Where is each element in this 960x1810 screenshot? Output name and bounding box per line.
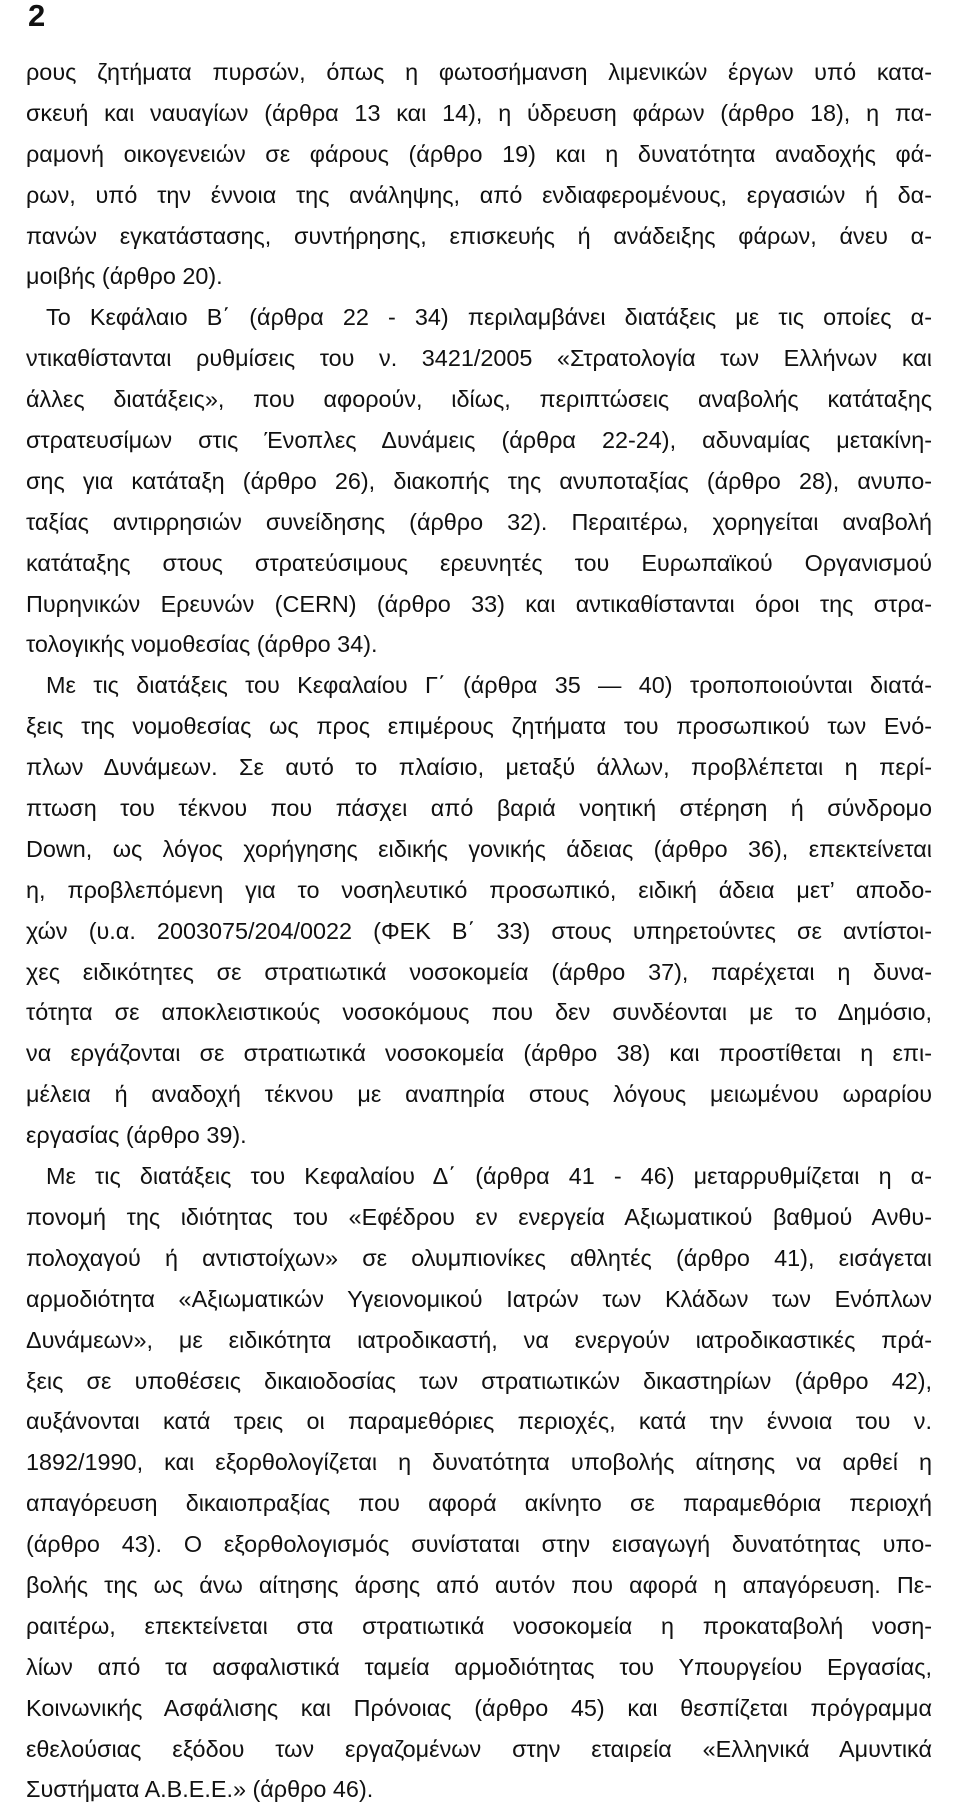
text-line: να εργάζονται σε στρατιωτικά νοσοκομεία (άρθρο 38) και προστίθεται η επι- (26, 1040, 932, 1067)
text-line: λίων από τα ασφαλιστικά ταμεία αρμοδιότητας του Υπουργείου Εργασίας, (26, 1653, 932, 1680)
text-line: 1892/1990, και εξορθολογίζεται η δυνατότητα υποβολής αίτησης να αρθεί η (26, 1449, 932, 1476)
text-line: Με τις διατάξεις του Κεφαλαίου Γ΄ (άρθρα 35 — 40) τροποποιούνται διατά- (46, 672, 932, 699)
text-line: μέλεια ή αναδοχή τέκνου με αναπηρία στους λόγους μειωμένου ωραρίου (26, 1081, 932, 1108)
text-line: ξεις σε υποθέσεις δικαιοδοσίας των στρατιωτικών δικαστηρίων (άρθρο 42), (26, 1367, 932, 1394)
text-line: βολής της ως άνω αίτησης άρσης από αυτόν που αφορά η απαγόρευση. Πε- (26, 1571, 932, 1598)
text-line: Down, ως λόγος χορήγησης ειδικής γονικής άδειας (άρθρο 36), επεκτείνεται (26, 835, 932, 862)
text-line: Κοινωνικής Ασφάλισης και Πρόνοιας (άρθρο 45) και θεσπίζεται πρόγραμμα (26, 1694, 932, 1721)
body-text (26, 52, 932, 1810)
text-line: ταξίας αντιρρησιών συνείδησης (άρθρο 32). Περαιτέρω, χορηγείται αναβολή (26, 508, 932, 535)
text-line: πλων Δυνάμεων. Σε αυτό το πλαίσιο, μεταξύ άλλων, προβλέπεται η περί- (26, 754, 932, 781)
text-line: η, προβλεπόμενη για το νοσηλευτικό προσωπικό, ειδική άδεια μετ’ αποδο- (26, 876, 932, 903)
text-line: τολογικής νομοθεσίας (άρθρο 34). (26, 631, 378, 658)
text-line: αρμοδιότητα «Αξιωματικών Υγειονομικού Ιατρών των Κλάδων των Ενόπλων (26, 1285, 932, 1312)
text-line: μοιβής (άρθρο 20). (26, 263, 223, 290)
text-line: σκευή και ναυαγίων (άρθρα 13 και 14), η ύδρευση φάρων (άρθρο 18), η πα- (26, 99, 932, 126)
text-line: πτωση του τέκνου που πάσχει από βαριά νοητική στέρηση ή σύνδρομο (26, 795, 932, 822)
text-line: χών (υ.α. 2003075/204/0022 (ΦΕΚ Β΄ 33) στους υπηρετούντες σε αντίστοι- (26, 917, 932, 944)
text-line: πανών εγκατάστασης, συντήρησης, επισκευής ή ανάδειξης φάρων, άνευ α- (26, 222, 932, 249)
text-line: Πυρηνικών Ερευνών (CERN) (άρθρο 33) και αντικαθίστανται όροι της στρα- (26, 590, 932, 617)
text-line: ξεις της νομοθεσίας ως προς επιμέρους ζητήματα του προσωπικού των Ενό- (26, 713, 932, 740)
text-line: άλλες διατάξεις», που αφορούν, ιδίως, περιπτώσεις αναβολής κατάταξης (26, 386, 932, 413)
text-line: Συστήματα Α.Β.Ε.Ε.» (άρθρο 46). (26, 1776, 374, 1803)
text-line: κατάταξης στους στρατεύσιμους ερευνητές του Ευρωπαϊκού Οργανισμού (26, 549, 932, 576)
text-line: εργασίας (άρθρο 39). (26, 1122, 247, 1149)
text-line: τότητα σε αποκλειστικούς νοσοκόμους που δεν συνδέονται με το Δημόσιο, (26, 999, 932, 1026)
text-line: ντικαθίστανται ρυθμίσεις του ν. 3421/2005 «Στρατολογία των Ελλήνων και (26, 345, 932, 372)
text-line: (άρθρο 43). Ο εξορθολογισμός συνίσταται στην εισαγωγή δυνατότητας υπο- (26, 1531, 932, 1558)
text-line: απαγόρευση δικαιοπραξίας που αφορά ακίνητο σε παραμεθόρια περιοχή (26, 1490, 932, 1517)
text-line: αυξάνονται κατά τρεις οι παραμεθόριες περιοχές, κατά την έννοια του ν. (26, 1408, 932, 1435)
text-line: ραμονή οικογενειών σε φάρους (άρθρο 19) και η δυνατότητα αναδοχής φά- (26, 140, 932, 167)
text-line: Το Κεφάλαιο Β΄ (άρθρα 22 - 34) περιλαμβάνει διατάξεις με τις οποίες α- (46, 304, 932, 331)
text-line: Με τις διατάξεις του Κεφαλαίου Δ΄ (άρθρα 41 - 46) μεταρρυθμίζεται η α- (46, 1163, 932, 1190)
text-line: ραιτέρω, επεκτείνεται στα στρατιωτικά νοσοκομεία η προκαταβολή νοση- (26, 1612, 932, 1639)
text-line: χες ειδικότητες σε στρατιωτικά νοσοκομεία (άρθρο 37), παρέχεται η δυνα- (26, 958, 932, 985)
text-line: πολοχαγού ή αντιστοίχων» σε ολυμπιονίκες αθλητές (άρθρο 41), εισάγεται (26, 1244, 932, 1271)
text-line: εθελούσιας εξόδου των εργαζομένων στην εταιρεία «Ελληνικά Αμυντικά (26, 1735, 932, 1762)
text-line: πονομή της ιδιότητας του «Εφέδρου εν ενεργεία Αξιωματικού βαθμού Ανθυ- (26, 1203, 932, 1230)
text-line: ρων, υπό την έννοια της ανάληψης, από ενδιαφερομένους, εργασιών ή δα- (26, 181, 932, 208)
text-line: σης για κατάταξη (άρθρο 26), διακοπής της ανυποταξίας (άρθρο 28), ανυπο- (26, 467, 932, 494)
text-line: Δυνάμεων», με ειδικότητα ιατροδικαστή, να ενεργούν ιατροδικαστικές πρά- (26, 1326, 932, 1353)
text-line: ρους ζητήματα πυρσών, όπως η φωτοσήμανση λιμενικών έργων υπό κατα- (26, 59, 932, 85)
page-number: 2 (28, 0, 46, 33)
text-line: στρατευσίμων στις Ένοπλες Δυνάμεις (άρθρα 22-24), αδυναμίας μετακίνη- (26, 427, 932, 454)
